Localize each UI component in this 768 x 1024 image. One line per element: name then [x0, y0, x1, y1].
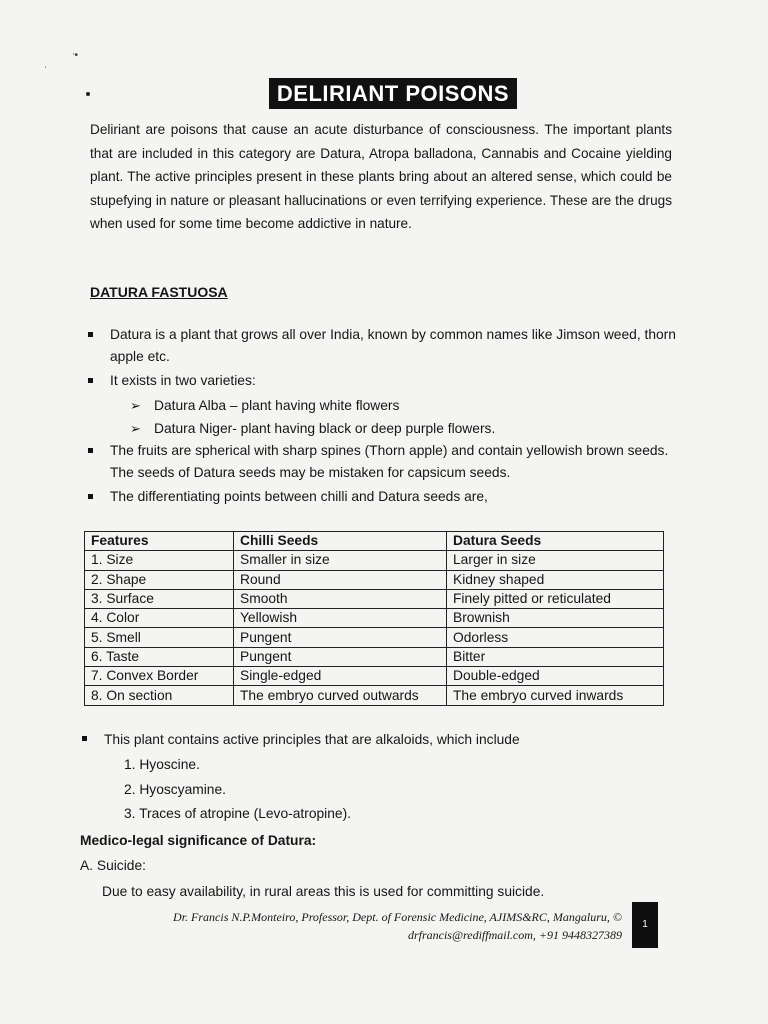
table-cell: 7. Convex Border: [85, 667, 234, 686]
list-item-text: This plant contains active principles that are alkaloids, which include: [104, 732, 520, 747]
table-cell: Pungent: [234, 647, 447, 666]
table-cell: Smaller in size: [234, 551, 447, 570]
footer-credit: [140, 908, 622, 944]
square-bullet-icon: [88, 378, 93, 383]
variety-text: Datura Niger- plant having black or deep purple flowers.: [154, 421, 496, 436]
numbered-item: 2. Hyoscyamine.: [124, 781, 226, 797]
table-cell: Brownish: [447, 609, 664, 628]
table-cell: Smooth: [234, 589, 447, 608]
table-cell: Double-edged: [447, 667, 664, 686]
variety-item: [86, 417, 676, 440]
numbered-item: 3. Traces of atropine (Levo-atropine).: [124, 806, 352, 821]
table-row: [85, 609, 664, 628]
table-cell: Odorless: [447, 628, 664, 647]
table-cell: 6. Taste: [85, 647, 234, 666]
page-number: 1: [632, 902, 658, 948]
alkaloid-section: [80, 728, 680, 903]
table-header-row: [85, 532, 664, 551]
table-row: [85, 686, 664, 705]
table-cell: 3. Surface: [85, 589, 234, 608]
table-header-cell: Datura Seeds: [447, 532, 664, 551]
list-item: [86, 486, 676, 508]
list-item-text: The fruits are spherical with sharp spines (Thorn apple) and contain yellowish brown seeds. The seeds of Datura seeds may be mistaken for capsicum seeds.: [110, 443, 669, 480]
scan-speck: ᐧ•: [72, 50, 79, 61]
table-cell: The embryo curved inwards: [447, 686, 664, 705]
list-item: [80, 728, 680, 751]
table-header-cell: Features: [85, 532, 234, 551]
bullet-list: [86, 324, 676, 510]
table-row: [85, 628, 664, 647]
arrow-bullet-icon: ➢: [130, 398, 141, 413]
table-row: [85, 667, 664, 686]
square-bullet-icon: [88, 332, 93, 337]
table-cell: Round: [234, 570, 447, 589]
list-item-text: It exists in two varieties:: [110, 373, 256, 388]
variety-item: [86, 394, 676, 417]
table-cell: 4. Color: [85, 609, 234, 628]
table-cell: The embryo curved outwards: [234, 686, 447, 705]
table-cell: Kidney shaped: [447, 570, 664, 589]
list-item: [86, 324, 676, 368]
table-cell: Larger in size: [447, 551, 664, 570]
intro-paragraph: Deliriant are poisons that cause an acute disturbance of consciousness. The important plants that are included in this category are Datura, Atropa balladona, Cannabis and Cocaine yielding plant. The active principles present in these plants bring about an altered sense, which could be stupefying in nature or pleasant hallucinations or even terrifying experience. These are the drugs when used for some time become addictive in nature.: [90, 122, 672, 231]
square-bullet-icon: [82, 736, 87, 741]
footer-line: drfrancis@rediffmail.com, +91 9448327389: [407, 928, 622, 942]
numbered-item: 1. Hyoscine.: [124, 757, 200, 772]
table-header-cell: Chilli Seeds: [234, 532, 447, 551]
suicide-text: Due to easy availability, in rural areas this is used for committing suicide.: [102, 883, 545, 899]
section-heading: DATURA FASTUOSA: [90, 284, 228, 300]
list-item: [86, 370, 676, 392]
list-item-text: The differentiating points between chilli and Datura seeds are,: [110, 489, 488, 504]
page-title: DELIRIANT POISONS: [269, 78, 517, 109]
table-cell: Single-edged: [234, 667, 447, 686]
list-item: [86, 440, 676, 484]
scan-speck: ˌ: [44, 58, 48, 69]
table-cell: 2. Shape: [85, 570, 234, 589]
variety-text: Datura Alba – plant having white flowers: [154, 398, 400, 413]
comparison-table: [84, 531, 664, 706]
table-cell: Bitter: [447, 647, 664, 666]
table-cell: 5. Smell: [85, 628, 234, 647]
title-wrap: [0, 78, 768, 109]
table-row: [85, 589, 664, 608]
table-row: [85, 570, 664, 589]
table-row: [85, 647, 664, 666]
suicide-label: A. Suicide:: [80, 857, 146, 873]
arrow-bullet-icon: ➢: [130, 421, 141, 436]
footer-line: Dr. Francis N.P.Monteiro, Professor, Dept. of Forensic Medicine, AJIMS&RC, Mangaluru, ©: [173, 910, 622, 924]
table-cell: Yellowish: [234, 609, 447, 628]
table-cell: 1. Size: [85, 551, 234, 570]
square-bullet-icon: [88, 494, 93, 499]
square-bullet-icon: [88, 448, 93, 453]
table-cell: Pungent: [234, 628, 447, 647]
table-cell: 8. On section: [85, 686, 234, 705]
medico-legal-heading: Medico-legal significance of Datura:: [80, 832, 317, 848]
table-row: [85, 551, 664, 570]
list-item-text: Datura is a plant that grows all over India, known by common names like Jimson weed, thorn apple etc.: [110, 327, 676, 364]
table-cell: Finely pitted or reticulated: [447, 589, 664, 608]
